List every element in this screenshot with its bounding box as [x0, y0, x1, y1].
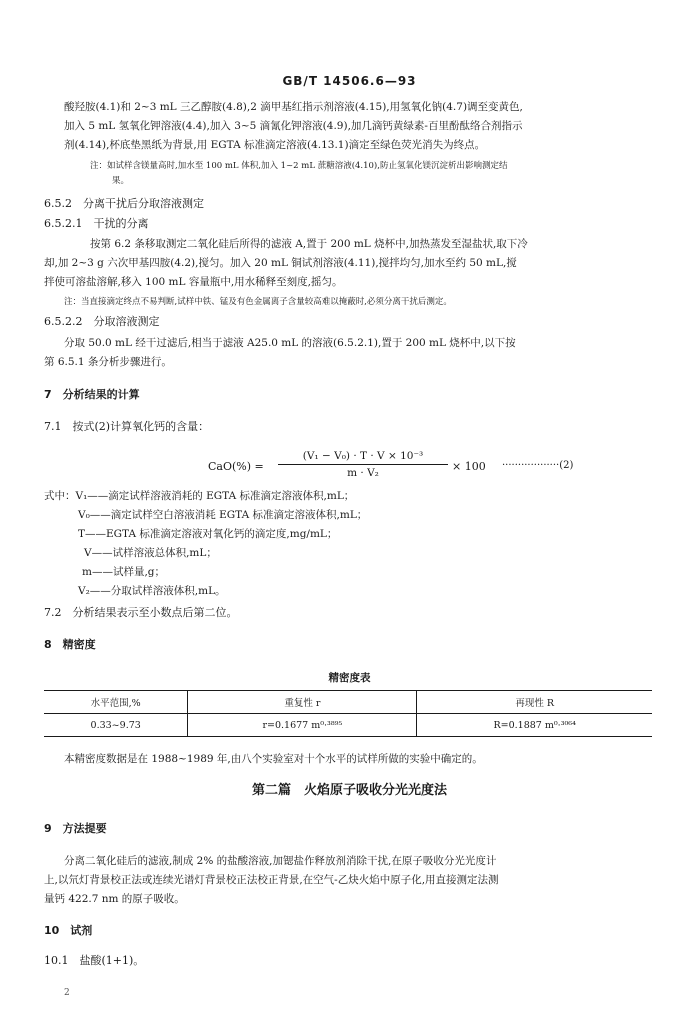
section-10-heading: 10 试剂 [44, 924, 93, 937]
section-7-2: 7.2 分析结果表示至小数点后第二位。 [44, 606, 238, 619]
note-1-line-1: 注：如试样含镁量高时,加水至 100 mL 体积,加入 1~2 mL 蔗糖溶液(4.10),防止氢氧化镁沉淀析出影响测定结 [90, 161, 508, 171]
para-9-line-3: 量钙 422.7 nm 的原子吸收。 [44, 893, 185, 905]
para-6522-line-1: 分取 50.0 mL 经干过滤后,相当于滤液 A25.0 mL 的溶液(6.5.2.1),置于 200 mL 烧杯中,以下按 [64, 337, 516, 349]
section-6-5-2: 6.5.2 分离干扰后分取溶液测定 [44, 197, 204, 210]
para-top-line-2: 加入 5 mL 氢氧化钾溶液(4.4),加入 3~5 滴氰化钾溶液(4.9),加几滴钙黄绿素-百里酚酞络合剂指示 [64, 120, 523, 132]
formula-denominator: m · V₂ [347, 467, 379, 479]
section-6-5-2-2: 6.5.2.2 分取溶液测定 [44, 315, 160, 328]
formula-rhs: × 100 [452, 460, 486, 473]
page-number: 2 [64, 988, 70, 998]
table-row [44, 714, 652, 737]
para-6522-line-2: 第 6.5.1 条分析步骤进行。 [44, 356, 172, 368]
note-1-line-2: 果。 [112, 176, 130, 186]
table-note: 本精密度数据是在 1988~1989 年,由八个实验室对十个水平的试样所做的实验中确定的。 [64, 753, 483, 765]
para-6521-line-1: 按第 6.2 条移取测定二氧化硅后所得的滤液 A,置于 200 mL 烧杯中,加热蒸发至湿盐状,取下冷 [90, 238, 528, 250]
para-6521-line-2: 却,加 2~3 g 六次甲基四胺(4.2),搅匀。加入 20 mL 铜试剂溶液(4.11),搅拌均匀,加水至约 50 mL,搅 [44, 257, 517, 269]
standard-header: GB/T 14506.6—93 [282, 74, 417, 88]
table-header-reproducibility: 再现性 R [417, 691, 652, 714]
formula-2 [208, 450, 638, 484]
definition-t: T——EGTA 标准滴定溶液对氧化钙的滴定度,mg/mL； [78, 528, 338, 540]
definition-v1: 式中：V₁——滴定试样溶液消耗的 EGTA 标准滴定溶液体积,mL； [44, 490, 355, 502]
table-header-range: 水平范围,% [44, 691, 188, 714]
section-10-1: 10.1 盐酸(1+1)。 [44, 954, 145, 967]
para-6521-line-3: 拌使可溶盐溶解,移入 100 mL 容量瓶中,用水稀释至刻度,摇匀。 [44, 276, 343, 288]
formula-equation-number: ··················(2) [502, 460, 574, 471]
precision-table [44, 690, 652, 737]
table-cell-repeatability: r=0.1677 m⁰·³⁸⁹⁵ [188, 714, 417, 737]
formula-lhs: CaO(%) = [208, 460, 264, 473]
section-7-1: 7.1 按式(2)计算氧化钙的含量： [44, 420, 210, 433]
table-cell-range: 0.33~9.73 [44, 714, 188, 737]
para-9-line-1: 分离二氧化硅后的滤液,制成 2% 的盐酸溶液,加锶盐作释放剂消除干扰,在原子吸收分光光度计 [64, 855, 497, 867]
section-9-heading: 9 方法提要 [44, 822, 107, 835]
definition-v0: V₀——滴定试样空白溶液消耗 EGTA 标准滴定溶液体积,mL； [78, 509, 368, 521]
definition-v2: V₂——分取试样溶液体积,mL。 [78, 585, 226, 597]
part-2-title: 第二篇 火焰原子吸收分光光度法 [251, 783, 447, 798]
table-header-row [44, 691, 652, 714]
section-6-5-2-1: 6.5.2.1 干扰的分离 [44, 217, 149, 230]
table-caption: 精密度表 [328, 672, 371, 684]
section-8-heading: 8 精密度 [44, 638, 96, 651]
table-header-repeatability: 重复性 r [188, 691, 417, 714]
para-top-line-3: 剂(4.14),杯底垫黑纸为背景,用 EGTA 标准滴定溶液(4.13.1)滴定至绿色荧光消失为终点。 [64, 139, 486, 151]
formula-numerator: (V₁ − V₀) · T · V × 10⁻³ [278, 450, 448, 465]
note-2: 注：当直接滴定终点不易判断,试样中铁、锰及有色金属离子含量较高难以掩蔽时,必须分离干扰后测定。 [64, 297, 452, 307]
para-top-line-1: 酸羟胺(4.1)和 2~3 mL 三乙醇胺(4.8),2 滴甲基红指示剂溶液(4.15),用氢氧化钠(4.7)调至变黄色, [64, 101, 523, 113]
definition-v: V——试样溶液总体积,mL； [84, 547, 217, 559]
table-cell-reproducibility: R=0.1887 m⁰·³⁰⁶⁴ [417, 714, 652, 737]
para-9-line-2: 上,以氘灯背景校正法或连续光谱灯背景校正法校正背景,在空气-乙炔火焰中原子化,用直接测定法测 [44, 874, 499, 886]
section-7-heading: 7 分析结果的计算 [44, 388, 140, 401]
definition-m: m——试样量,g； [82, 566, 166, 578]
formula-fraction [278, 450, 448, 479]
